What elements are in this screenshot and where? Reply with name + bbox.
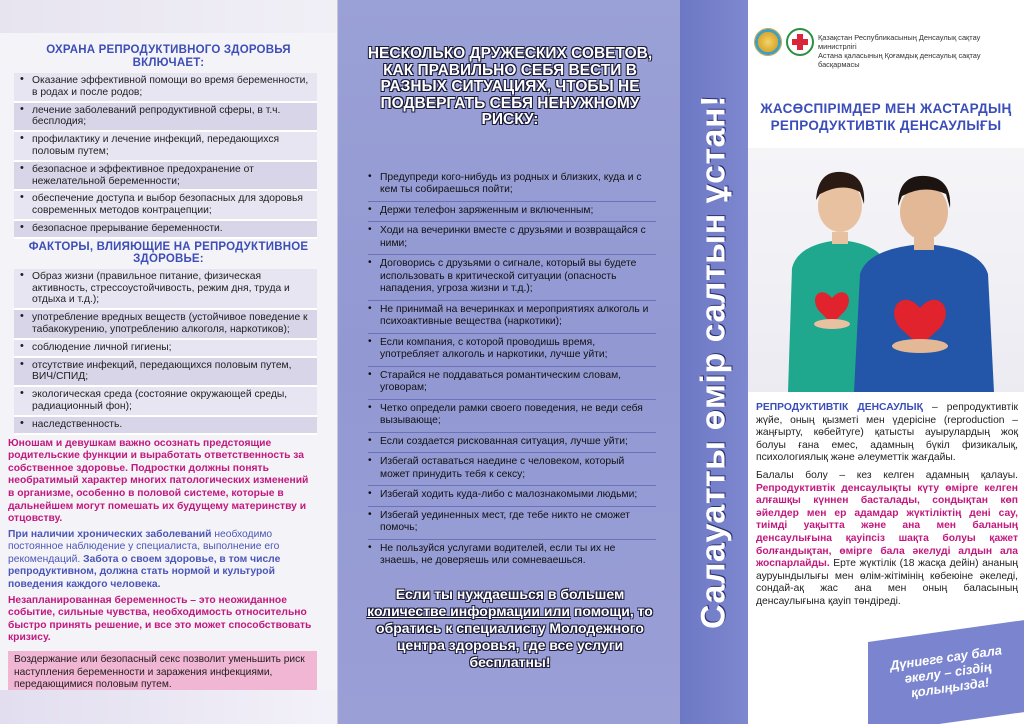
tip-item: • Четко определи рамки своего поведения, не веди себя вызывающе; — [368, 400, 656, 433]
tip-item: • Старайся не поддаваться романтическим словам, уговорам; — [368, 367, 656, 400]
slogan-text: Дүниеге сау бала әкелу – сіздің қолыңызда! — [888, 642, 1003, 701]
definition-paragraph — [756, 402, 1018, 465]
list-item: • Образ жизни (правильное питание, физическая активность, стрессоустойчивость, режим дня, труда и отдыха и т.д.); — [14, 269, 317, 310]
tip-item: • Избегай оставаться наедине с человеком, который может принудить тебя к сексу; — [368, 453, 656, 486]
planning-text-end: Ерте жүктілік (18 жасқа дейін) ананың ауруындылығы мен өлім-жітімінің көбеюіне әкеледі, сондай-ақ жас ана мен оның баласының денсаулығына қауіп төндіреді. — [756, 558, 1018, 607]
health-center-callout — [360, 586, 660, 671]
section-title-factors: ФАКТОРЫ, ВЛИЯЮЩИЕ НА РЕПРОДУКТИВНОЕ ЗДОРОВЬЕ: — [28, 240, 309, 266]
tips-title: НЕСКОЛЬКО ДРУЖЕСКИХ СОВЕТОВ, КАК ПРАВИЛЬНО СЕБЯ ВЕСТИ В РАЗНЫХ СИТУАЦИЯХ, ЧТОБЫ НЕ ПОДВЕРГАТЬ СЕБЯ НЕНУЖНОМУ РИСКУ: — [367, 45, 653, 128]
list-item: • лечение заболеваний репродуктивной сферы, в т.ч. бесплодия; — [14, 103, 317, 133]
definition-text: – репродуктивтік жүйе, оның қызметі мен үдерісіне (reproduction – жаңғырту, көбейтуге) қатысты ауырулардың жоқ болуы ғана емес, адамның бүкіл физикалық, психологиялық және әлеуметтік жағдайы. — [756, 402, 1019, 464]
medical-cross-icon — [786, 28, 814, 56]
keyword-reproductive-health: РЕПРОДУКТИВТІК ДЕНСАУЛЫҚ — [756, 402, 923, 413]
brochure-title: ЖАСӨСПІРІМДЕР МЕН ЖАСТАРДЫҢ РЕПРОДУКТИВТІК ДЕНСАУЛЫҒЫ — [760, 101, 1012, 133]
list-item: • экологическая среда (состояние окружающей среды, радиационный фон); — [14, 387, 317, 417]
tip-item: • Избегай уединенных мест, где тебе никто не сможет помочь; — [368, 507, 656, 540]
ministry-line-1: Қазақстан Республикасының Денсаулық сақтау министрлігі — [818, 33, 981, 51]
vertical-slogan-strip — [680, 0, 748, 724]
list-item: • профилактику и лечение инфекций, передающихся половым путем; — [14, 132, 317, 162]
section-title-reproductive-care: ОХРАНА РЕПРОДУКТИВНОГО ЗДОРОВЬЯ ВКЛЮЧАЕТ: — [46, 44, 291, 69]
list-item: • Оказание эффективной помощи во время беременности, в родах и после родов; — [14, 73, 317, 103]
planning-text-highlight: Репродуктивтік денсаулықты күту өмірге келген алғашқы күннен басталады, сондықтан көп әйелдер мен ер адамдар жүктіліктің дені сау, тиімді уақытта және ана мен баланың денсаулығына қауіпсіз шақта болуы қажет болғандықтан, өмірге бала әкелуді алдын ала жоспарлайды. — [756, 482, 1018, 570]
callout-text-underlined: количестве информации или — [367, 602, 570, 619]
chronic-diseases-bold: При наличии хронических заболеваний — [8, 528, 212, 540]
chronic-diseases-text: необходимо постоянное наблюдение у специалиста, выполнение его рекомендаций. — [8, 528, 280, 565]
list-item: • безопасное и эффективное предохранение от нежелательной беременности; — [14, 162, 317, 192]
list-item: • отсутствие инфекций, передающихся половым путем, ВИЧ/СПИД; — [14, 358, 317, 388]
tip-item: • Избегай ходить куда-либо с малознакомыми людьми; — [368, 486, 656, 507]
callout-text-end: помощи, то обратись к специалисту Молодежного центра здоровья, где все услуги бесплатны! — [376, 602, 653, 670]
tip-item: • Держи телефон заряженным и включенным; — [368, 202, 656, 223]
couple-with-hearts-image — [748, 148, 1024, 392]
paragraph-abstinence: Воздержание или безопасный секс позволит уменьшить риск наступления беременности и заражения инфекциями, передающимися половым путем. — [8, 651, 317, 695]
paragraph-unplanned-pregnancy: Незапланированная беременность – это неожиданное событие, сильные чувства, необходимость относительно быстро принять решение, и все это может способствовать кризису. — [8, 594, 312, 644]
tip-item: • Договорись с друзьями о сигнале, который вы будете использовать в критической ситуации (опасность нападения, угроза жизни и т.д.); — [368, 255, 656, 301]
list-item: • безопасное прерывание беременности. — [14, 221, 317, 239]
planning-paragraph — [756, 470, 1018, 609]
planning-text-start: Балалы болу – кез келген адамның қалауы. — [756, 469, 1018, 481]
left-bottom-band — [0, 690, 337, 724]
callout-text-start: Если ты нуждаешься в большем — [395, 585, 625, 602]
list-item: • обеспечение доступа и выбор безопасных для здоровья современных методов контрацепции; — [14, 191, 317, 221]
left-top-band — [0, 0, 337, 33]
list-reproductive-care — [14, 73, 317, 239]
left-panel — [0, 0, 338, 724]
right-panel — [748, 0, 1024, 724]
ministry-line-2: Астана қаласының Қоғамдық денсаулық сақтау басқармасы — [818, 51, 981, 69]
list-item: • употребление вредных веществ (устойчивое поведение к табакокурению, употреблению алкоголя, наркотиков); — [14, 310, 317, 340]
tip-item: • Если создается рискованная ситуация, лучше уйти; — [368, 433, 656, 454]
tip-item: • Если компания, с которой проводишь время, употребляет алкоголь и наркотики, лучше уйти; — [368, 334, 656, 367]
vertical-slogan: Салауатты өмір салтын ұстан! — [694, 95, 733, 629]
list-item: • соблюдение личной гигиены; — [14, 340, 317, 358]
logo-group — [754, 28, 814, 56]
tip-item: • Предупреди кого-нибудь из родных и близких, куда и с кем ты собираешься пойти; — [368, 169, 656, 202]
tip-item: • Ходи на вечеринки вместе с друзьями и возвращайся с ними; — [368, 222, 656, 255]
list-item: • наследственность. — [14, 417, 317, 435]
tip-item: • Не принимай на вечеринках и мероприятиях алкоголь и психоактивные вещества (наркотики); — [368, 301, 656, 334]
paragraph-youth-responsibility: Юношам и девушкам важно осознать предстоящие родительские функции и выработать ответственность за собственное здоровье. Подростки должны понять необратимый характер многих патологических изменений в организме, особенно в половой системе, которые в дальнейшем могут помешать их будущему материнству и отцовству. — [8, 437, 309, 525]
state-emblem-icon — [754, 28, 782, 56]
ministry-header — [818, 33, 1018, 69]
tips-list — [368, 169, 656, 572]
right-body-text — [756, 402, 1018, 614]
list-factors — [14, 269, 317, 435]
middle-panel — [338, 0, 680, 724]
tip-item: • Не пользуйся услугами водителей, если ты их не знаешь, не доверяешь или сомневаешься. — [368, 540, 656, 572]
paragraph-chronic-diseases — [8, 529, 317, 592]
couple-illustration — [748, 148, 1024, 392]
health-care-bold: Забота о своем здоровье, в том числе репродуктивном, должна стать нормой и культурой поведения каждого человека. — [8, 553, 281, 591]
